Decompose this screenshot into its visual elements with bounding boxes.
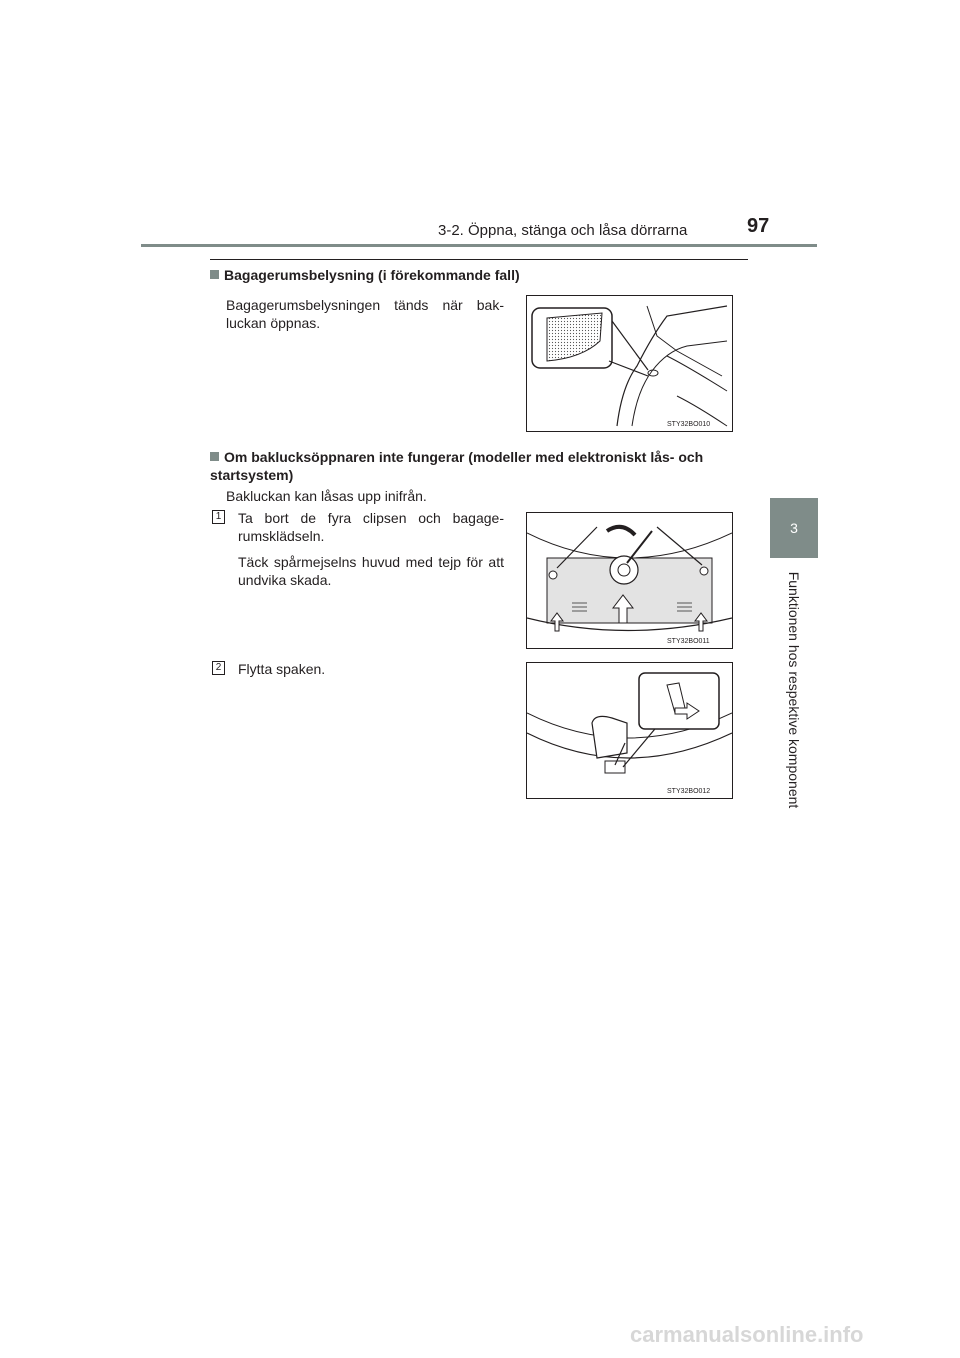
running-header-title: 3-2. Öppna, stänga och låsa dörrarna: [438, 222, 688, 239]
step-number-1: 1: [212, 510, 225, 524]
step-text-1: Ta bort de fyra clipsen och bagage-rumsklädseln.: [238, 510, 504, 544]
figure-code: STY32BO011: [667, 638, 710, 645]
section-rule: [210, 259, 748, 260]
remove-clips-illustration: [527, 513, 732, 648]
step-note-1: Täck spårmejselns huvud med tejp för att undvika skada.: [238, 554, 504, 588]
section-body-luggage-light: Bagagerumsbelysningen tänds när bak-luckan öppnas.: [226, 297, 504, 331]
luggage-light-illustration: [527, 296, 732, 431]
heading-text: Bagagerumsbelysning (i förekommande fall): [224, 267, 520, 283]
figure-remove-clips: [526, 512, 733, 649]
move-lever-illustration: [527, 663, 732, 798]
heading-text: Om baklucksöppnaren inte fungerar (modeller med elektroniskt lås- och startsystem): [210, 449, 704, 483]
heading-square-icon: [210, 452, 219, 461]
header-rule: [141, 244, 817, 247]
section-heading-luggage-light: [210, 266, 750, 284]
figure-luggage-light: [526, 295, 733, 432]
figure-code: STY32BO012: [667, 788, 711, 795]
figure-code: STY32BO010: [667, 421, 711, 428]
chapter-number: 3: [790, 520, 798, 536]
step-number-2: 2: [212, 661, 225, 675]
watermark: carmanualsonline.info: [630, 1322, 864, 1347]
page-number: 97: [747, 215, 770, 237]
chapter-title: Funktionen hos respektive komponent: [786, 571, 802, 809]
section-intro: Bakluckan kan låsas upp inifrån.: [226, 488, 427, 504]
step-text-2: Flytta spaken.: [238, 661, 326, 677]
heading-square-icon: [210, 270, 219, 279]
section-heading-tailgate-opener: [210, 448, 750, 484]
figure-move-lever: [526, 662, 733, 799]
